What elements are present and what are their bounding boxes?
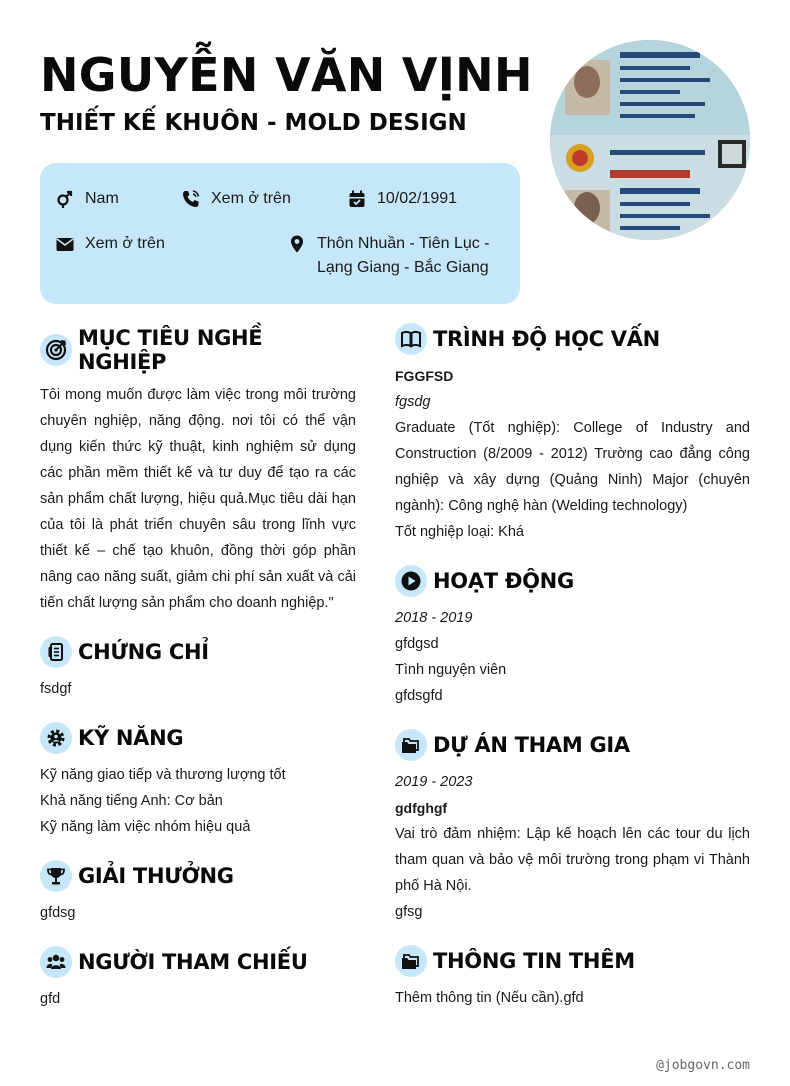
additional-title: THÔNG TIN THÊM (433, 949, 635, 973)
folder-icon (395, 729, 427, 761)
certificate-icon (40, 636, 72, 668)
contact-gender (54, 187, 119, 211)
objective-text: Tôi mong muốn được làm việc trong môi trường chuyên nghiệp, năng động. nơi tôi có thể vận dụng kiến thức kỹ thuật, kinh nghiệm sử dụng các phần mềm thiết kế và tư duy để tạo ra các sản phẩm chất lượng, hiệu quả.Mục tiêu dài hạn của tôi là phát triển chuyên sâu trong lĩnh vực thiết kế – chế tạo khuôn, đồng thời góp phần nâng cao năng suất, giảm chi phí sản xuất và cải tiến chất lượng sản phẩm cho doanh nghiệp." (40, 387, 356, 611)
contact-birthday (346, 187, 457, 211)
skill-item: Khả năng tiếng Anh: Cơ bản (40, 793, 223, 809)
education-detail: Graduate (Tốt nghiệp): College of Industry and Construction (8/2009 - 2012) Trường cao đẳng công nghiệp và xây dựng (Quảng Ninh) Major (chuyên ngành): Công nghệ hàn (Welding technology) (395, 420, 750, 514)
activities-section (395, 565, 750, 709)
objective-section (40, 326, 356, 616)
profile-photo (550, 40, 750, 240)
projects-title: DỰ ÁN THAM GIA (433, 733, 630, 757)
phone-value: Xem ở trên (211, 190, 291, 207)
education-grade: Tốt nghiệp loại: Khá (395, 524, 524, 540)
skill-item: Kỹ năng giao tiếp và thương lượng tốt (40, 767, 286, 783)
location-pin-icon (286, 233, 308, 255)
projects-section (395, 729, 750, 925)
activity-line: gfdgsd (395, 636, 439, 652)
education-major: fgsdg (395, 394, 431, 410)
certificates-title: CHỨNG CHỈ (78, 640, 209, 664)
project-role: Vai trò đảm nhiệm: Lập kế hoạch lên các tour du lịch tham quan và bảo vệ môi trường trong phạm vi Thành phố Hà Nội. (395, 826, 750, 894)
right-column (395, 323, 750, 1031)
email-value: Xem ở trên (85, 235, 165, 252)
certificates-section (40, 636, 356, 702)
trophy-icon (40, 860, 72, 892)
references-text: gfd (40, 991, 61, 1007)
contact-phone (180, 187, 291, 211)
references-section (40, 946, 356, 1012)
contact-email (54, 232, 165, 256)
additional-section (395, 945, 750, 1011)
calendar-icon (346, 188, 368, 210)
skills-title: KỸ NĂNG (78, 726, 184, 750)
folder-icon (395, 945, 427, 977)
education-section (395, 323, 750, 545)
contact-box (40, 163, 520, 304)
skills-gear-icon (40, 722, 72, 754)
activity-line: Tình nguyện viên (395, 662, 507, 678)
address-value: Thôn Nhuần - Tiên Lục - Lạng Giang - Bắc Giang (317, 235, 490, 276)
envelope-icon (54, 233, 76, 255)
projects-period: 2019 - 2023 (395, 774, 473, 790)
target-icon (40, 334, 72, 366)
people-icon (40, 946, 72, 978)
contact-address (286, 232, 506, 280)
references-title: NGƯỜI THAM CHIẾU (78, 950, 308, 974)
additional-text: Thêm thông tin (Nếu cần).gfd (395, 990, 584, 1006)
book-icon (395, 323, 427, 355)
left-column (40, 326, 356, 1032)
awards-section (40, 860, 356, 926)
awards-text: gfdsg (40, 905, 76, 921)
candidate-name: NGUYỄN VĂN VỊNH (40, 48, 533, 102)
gender-value: Nam (85, 190, 119, 207)
project-name: gdfghgf (395, 800, 448, 816)
education-school: FGGFSD (395, 368, 454, 384)
phone-icon (180, 188, 202, 210)
objective-title: MỤC TIÊU NGHỀ NGHIỆP (78, 326, 263, 374)
birthday-value: 10/02/1991 (377, 190, 458, 207)
activities-period: 2018 - 2019 (395, 610, 473, 626)
activities-title: HOẠT ĐỘNG (433, 569, 574, 593)
activity-line: gfdsgfd (395, 688, 443, 704)
project-extra: gfsg (395, 904, 423, 920)
awards-title: GIẢI THƯỞNG (78, 864, 234, 888)
footer-watermark: @jobgovn.com (656, 1058, 750, 1073)
job-title: THIẾT KẾ KHUÔN - MOLD DESIGN (40, 110, 467, 136)
skill-item: Kỹ năng làm việc nhóm hiệu quả (40, 819, 251, 835)
skills-section (40, 722, 356, 840)
certificates-text: fsdgf (40, 681, 72, 697)
gender-icon (54, 188, 76, 210)
play-icon (395, 565, 427, 597)
education-title: TRÌNH ĐỘ HỌC VẤN (433, 327, 660, 351)
